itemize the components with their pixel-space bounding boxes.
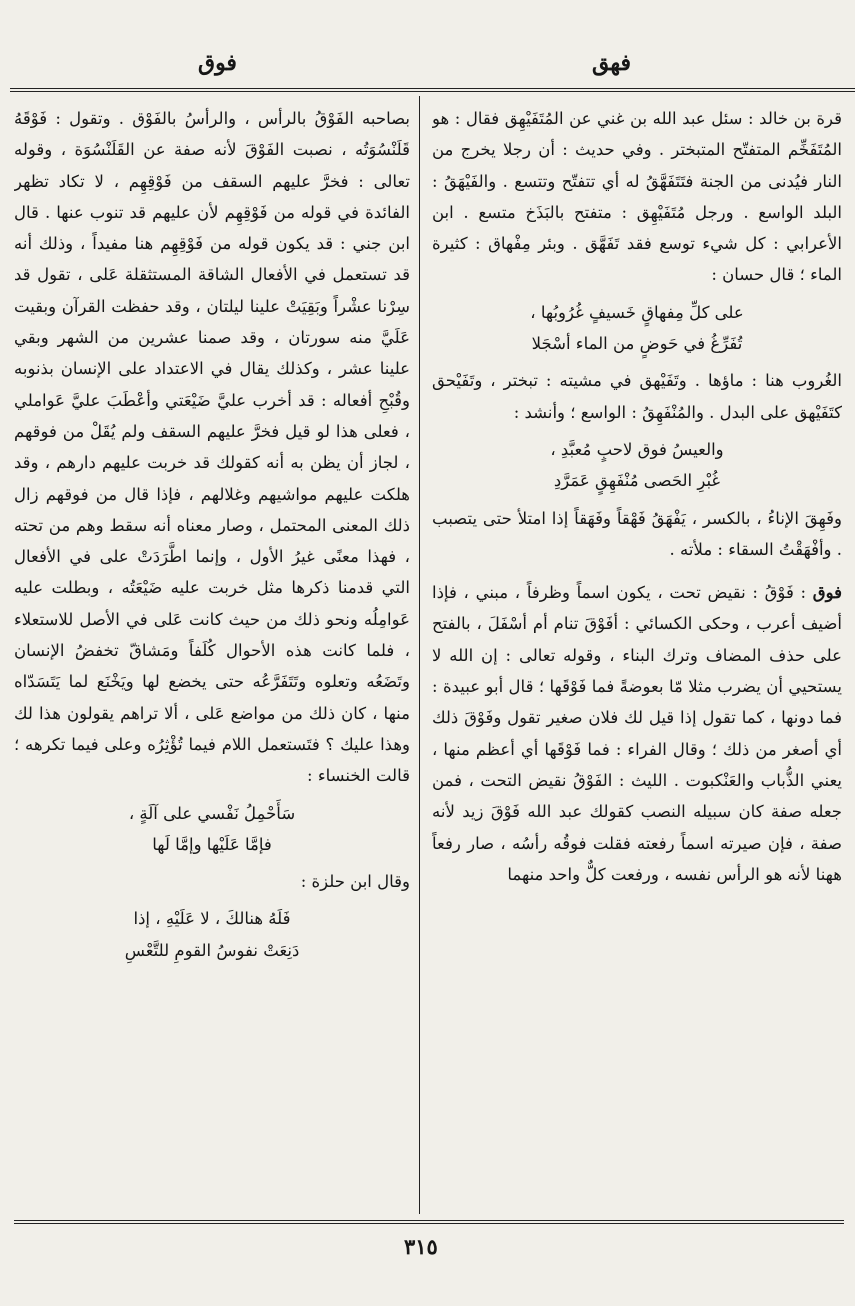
verse-line: على كلِّ مِفهاقٍ خَسيفٍ غُرُوبُها ، xyxy=(530,302,744,322)
running-head-left: فوق xyxy=(198,50,237,76)
verse-line: تُفَرِّغُ في حَوضٍ من الماء أسْجَلا xyxy=(531,334,743,354)
verse-line: والعيسُ فوق لاحبٍ مُعبَّدِ ، xyxy=(550,439,724,459)
page-number: ٣١٥ xyxy=(404,1234,438,1259)
verse-block xyxy=(14,798,410,861)
verse-line: دَنِعَتْ نفوسُ القومِ للتَّعْسِ xyxy=(124,940,300,960)
entry-headword: فوق xyxy=(812,583,842,603)
verse-block xyxy=(432,297,842,360)
verse-line: فَلَهُ هنالكَ ، لا عَلَيْهِ ، إذا xyxy=(133,909,291,929)
left-column xyxy=(14,103,410,1211)
entry-text: : فَوْقُ : نقيض تحت ، يكون اسماً وظرفاً ، مبني ، فإذا أضيف أعرب ، وحكى الكسائي : أفَوْقَ تنام أم أسْفَلَ ، بالفتح على حذف المضاف وترك البناء ، وقوله تعالى : إن الله لا يستحيي أن يضرب مثلا مّا بعوضةً فما فَوْقَها ؛ قال أبو عبيدة : فما دونها ، كما تقول إذا قيل لك فلان صغير تقول وفَوْقَ ذلك أي أصغر من ذلك ؛ وقال الفراء : فما فَوْقَها أي أعظم منها ، يعني الذُّباب والعَنْكبوت . الليث : الفَوْقُ نقيض التحت ، فمن جعله صفة كان سبيله النصب كقولك عبد الله فَوْقَ زيد لأنه صفة ، فإن صيرته اسماً رفعته فقلت فوقُه رأسُه ، صار رفعاً ههنا لأنه هو الرأس نفسه ، ورفعت كلٌّ واحد منهما xyxy=(432,583,842,884)
right-column xyxy=(432,103,842,1211)
entry-paragraph: الغُروب هنا : ماؤها . وتَفَيْهق في مشيته : تبختر ، وتَفَيْحق كتَفَيْهق على البدل . والمُنْفَهِقُ : الواسع ؛ وأنشد : xyxy=(432,371,842,422)
running-head-right: فهق xyxy=(592,50,632,76)
header-rule-thin xyxy=(10,91,855,92)
verse-line: سَأَحْمِلُ نَفْسي على آلَةٍ ، xyxy=(128,803,296,823)
verse-block xyxy=(432,434,842,497)
entry-paragraph: وقال ابن حلزة : xyxy=(300,872,410,892)
entry-paragraph xyxy=(432,577,842,890)
entry-paragraph: بصاحبه الفَوْقُ بالرأس ، والرأسُ بالفَوْق . وتقول : فَوْقَهُ قَلَنْسُوَتُه ، نصبت الفَوْقَ لأنه صفة عن القَلَنْسُوَة ، وقوله تعالى : فخرَّ عليهم السقف من فَوْقِهِم ، لا تكاد تظهر الفائدة في قوله من فَوْقِهِم لأن عليهم قد تنوب عنها . قال ابن جني : قد يكون قوله من فَوْقِهِم هنا مفيداً ، وذلك أنه قد تستعمل في الأفعال الشاقة المستثقلة عَلى ، تقول قد سِرْنا عشْراً وبَقِيَتْ علينا ليلتان ، وقد حفظت القرآن وبقيت عَلَيَّ منه سورتان ، وقد صمنا عشرين من الشهر وبقي علينا عشر ، وكذلك يقال في الاعتداد على الإنسان بذنوبه وقُبْحِ أفعاله : قد أخرب عليَّ ضَيْعَتي وأعْطَبَ عليَّ عَواملي ، فعلى هذا لو قيل فخرَّ عليهم السقف ولم يُقَلْ من فوقهم ، لجاز أن يظن به أنه كقولك قد خربت عليهم دارهم ، وقد هلكت عليهم مواشيهم وغلالهم ، فإذا قال من فوقهم زال ذلك المعنى المحتمل ، وصار معناه أنه سقط وهم من تحته ، فهذا معنًى غيرُ الأول ، وإنما اطَّرَدَتْ على في الأفعال التي قدمنا ذكرها مثل خربت عليه ضَيْعَتُه ، وبطلت عليه عَوامِلُه ونحو ذلك من حيث كانت عَلى في الأصل للاستعلاء ، فلما كانت هذه الأحوال كُلَفاً ومَشاقّ تخفضُ الإنسان وتَضَعُه وتعلوه وتَتَفَرَّعُه حتى يخضع لها ويَخْنَع لما يَتَسَدّاه منها ، كان ذلك من مواضع عَلى ، ألا تراهم يقولون هذا لك وهذا عليك ؟ فتَستعمل اللام فيما تُؤْثِرُه وعلى فيما تكرهه ؛ قالت الخنساء : xyxy=(14,109,410,786)
entry-gap xyxy=(432,565,842,577)
header-rule xyxy=(10,88,855,89)
column-separator xyxy=(419,96,420,1214)
footer-rule-thin xyxy=(14,1223,844,1224)
verse-line: غُبْرِ الحَصى مُنْفَهِقٍ عَمَرَّدِ xyxy=(553,471,721,491)
footer-rule xyxy=(14,1220,844,1221)
verse-block xyxy=(14,903,410,966)
entry-paragraph: وفَهِقَ الإناءُ ، بالكسر ، يَفْهَقُ فَهْقاً وفَهَقاً إذا امتلأ حتى يتصبب . وأفْهَقْتُ السقاء : ملأته . xyxy=(432,508,842,559)
verse-line: فإمَّا عَلَيْها وإمَّا لَها xyxy=(152,834,272,854)
entry-paragraph: قرة بن خالد : سئل عبد الله بن غني عن المُتَفَيْهِق فقال : هو المُتَفَخِّم المتفتّح المتبختر . وفي حديث : أن رجلا يخرج من النار فيُدنى من الجنة فتَتَفَهَّقُ له أي تتفتّح وتتسع . والفَيْهَقُ : البلد الواسع . ورجل مُتَفَيْهِق : متفتح بالبَذَخ متسع . ابن الأعرابي : كل شيء توسع فقد تَفَهَّق . وبئر مِفْهاق : كثيرة الماء ؛ قال حسان : xyxy=(432,109,842,285)
